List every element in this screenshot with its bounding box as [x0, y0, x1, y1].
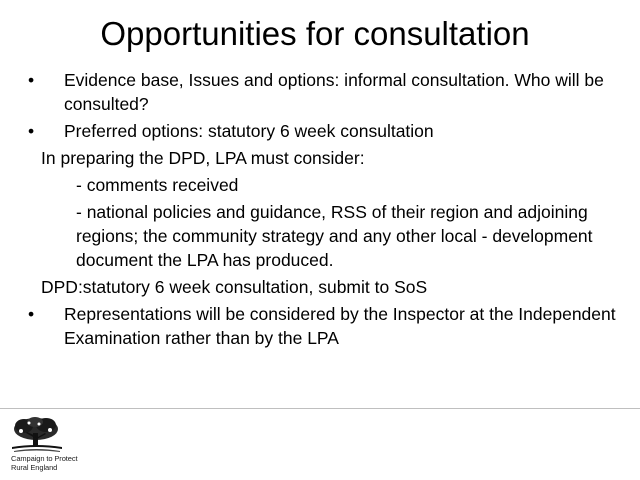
footer-divider [0, 408, 640, 409]
bullet-item [0, 119, 620, 143]
logo-wordmark [11, 454, 77, 472]
consideration-item: - comments received [76, 175, 239, 195]
oak-tree-logo-icon [10, 416, 110, 454]
bullet-text: Preferred options: statutory 6 week consultation [64, 121, 434, 141]
intro-text: In preparing the DPD, LPA must consider: [41, 148, 365, 168]
bullet-text: Representations will be considered by the Inspector at the Independent Examination rather than by the LPA [64, 304, 616, 348]
slide-title: Opportunities for consultation [100, 15, 530, 52]
bullet-text: Evidence base, Issues and options: informal consultation. Who will be consulted? [64, 70, 604, 114]
logo-line: Rural England [11, 463, 58, 472]
bullet-item [0, 302, 620, 350]
bullet-item [0, 68, 620, 116]
logo-line: Campaign to Protect [11, 454, 78, 463]
bullet-dot: • [28, 304, 35, 324]
cpre-logo [10, 416, 120, 478]
bullet-dot: • [28, 70, 35, 90]
consideration-item: - national policies and guidance, RSS of their region and adjoining regions; the community strategy and any other local - development document the LPA has produced. [76, 202, 593, 270]
slide-body [0, 68, 620, 353]
bullet-dot: • [28, 121, 35, 141]
dpd-text: DPD:statutory 6 week consultation, submit to SoS [41, 277, 428, 297]
